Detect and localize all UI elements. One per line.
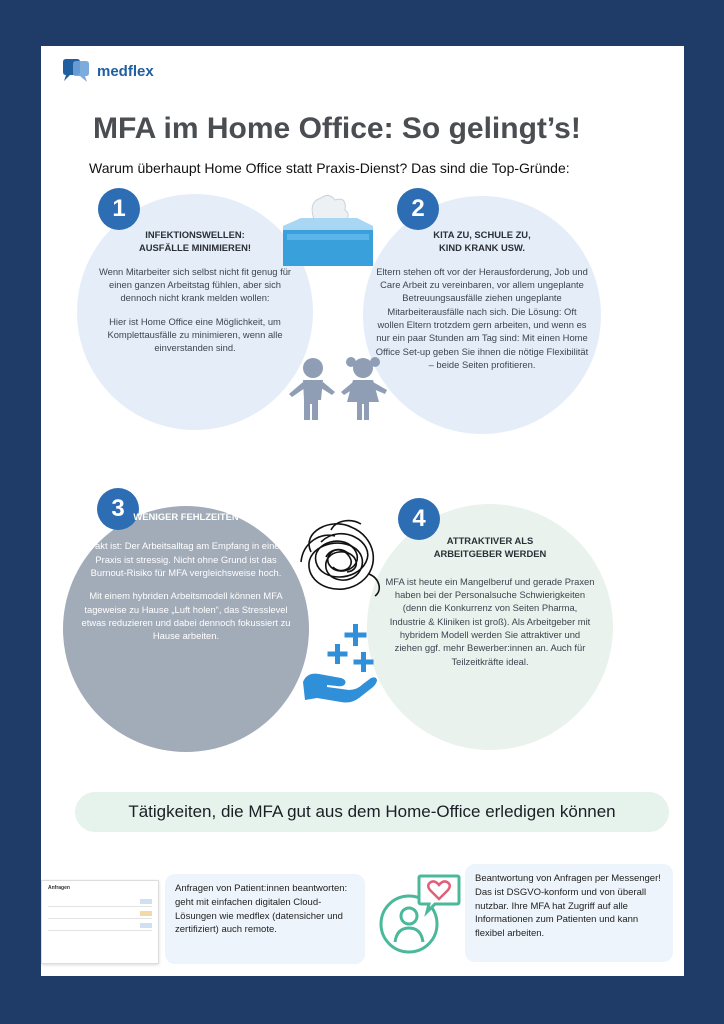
reason-1-paragraph: Wenn Mitarbeiter sich selbst nicht fit genug für einen ganzen Arbeitstag fühlen, aber sich dennoch nicht krank melden wollen: — [98, 265, 292, 304]
scribble-icon — [291, 512, 391, 602]
reason-4-heading: ATTRAKTIVER ALS ARBEITGEBER WERDEN — [433, 535, 547, 560]
screenshot-title: Anfragen — [48, 885, 70, 891]
reason-2-text — [375, 228, 589, 381]
task-card-2: Beantwortung von Anfragen per Messenger! Das ist DSGVO-konform und von überall nutzbar. Ihre MFA hat Zugriff auf alle Informationen zum Patienten und kann flexibel arbeiten. — [465, 864, 673, 962]
reason-3-paragraph: Fakt ist: Der Arbeitsalltag am Empfang in einer Praxis ist stressig. Nicht ohne Grund ist das Burnout-Risiko für MFA vergleichsweise hoch. — [89, 540, 283, 579]
screenshot-row — [48, 922, 152, 931]
reason-4-number: 4 — [398, 498, 440, 540]
reason-3-heading: WENIGER FEHLZEITEN — [133, 511, 239, 522]
reason-4-paragraph: MFA ist heute ein Mangelberuf und gerade Praxen haben bei der Personalsuche Schwierigkeiten (denn die Konkurrenz von Seiten Pharma, Industrie & Kliniken ist groß). Als Arbeitgeber mit hybridem Modell werden Sie attraktiver und ziehen ggf. mehr Bewerber:innen an. Auch für Teilzeitkräfte ideal. — [385, 575, 595, 667]
tasks-banner: Tätigkeiten, die MFA gut aus dem Home-Office erledigen können — [75, 792, 669, 832]
reason-1-heading: INFEKTIONSWELLEN: AUSFÄLLE MINIMIEREN! — [139, 229, 251, 254]
reason-3-number: 3 — [97, 488, 139, 530]
reason-2-paragraph: Eltern stehen oft vor der Herausforderung, Job und Care Arbeit zu vereinbaren, vor allem ungeplante Betreuungsausfälle ziehen ungeplante Mitarbeiterausfälle nach sich. Die Lösung: Oft wollen Eltern trotzdem gern arbeiten, und wenn es nur ein paar Stunden am Tag sind: Mit einen Home Office Set-up geben Sie ihnen die nötige Flexibilität – beide Seiten profitieren. — [375, 265, 589, 371]
hand-plus-icon — [297, 620, 387, 706]
screenshot-row — [48, 898, 152, 907]
brand-logo[interactable] — [61, 58, 154, 84]
app-screenshot — [41, 880, 159, 964]
page-title: MFA im Home Office: So gelingt’s! — [93, 112, 581, 145]
reason-3-paragraph: Mit einem hybriden Arbeitsmodell können MFA tageweise zu Hause „Luft holen“, das Stresslevel etwas reduzieren und dabei dennoch fokussiert zu Hause arbeiten. — [81, 590, 291, 642]
page-subtitle: Warum überhaupt Home Office statt Praxis-Dienst? Das sind die Top-Gründe: — [89, 160, 570, 176]
task-card-1: Anfragen von Patient:innen beantworten: geht mit einfachen digitalen Cloud-Lösungen wie medflex (datensicher und zertifiziert) auch remote. — [165, 874, 365, 964]
reason-2-heading: KITA ZU, SCHULE ZU, KIND KRANK USW. — [433, 229, 531, 254]
reason-1-number: 1 — [98, 188, 140, 230]
reason-1-paragraph: Hier ist Home Office eine Möglichkeit, um Komplettausfälle zu minimieren, wenn alle einverstanden sind. — [107, 315, 283, 354]
brand-name: medflex — [97, 62, 154, 80]
reason-1-text — [93, 228, 297, 365]
reason-2-number: 2 — [397, 188, 439, 230]
reason-3-text — [79, 510, 293, 653]
medflex-logo-icon — [61, 58, 91, 84]
reason-4-text — [385, 534, 595, 678]
user-chat-icon — [377, 872, 461, 956]
screenshot-row — [48, 910, 152, 919]
infographic-page — [41, 46, 684, 976]
